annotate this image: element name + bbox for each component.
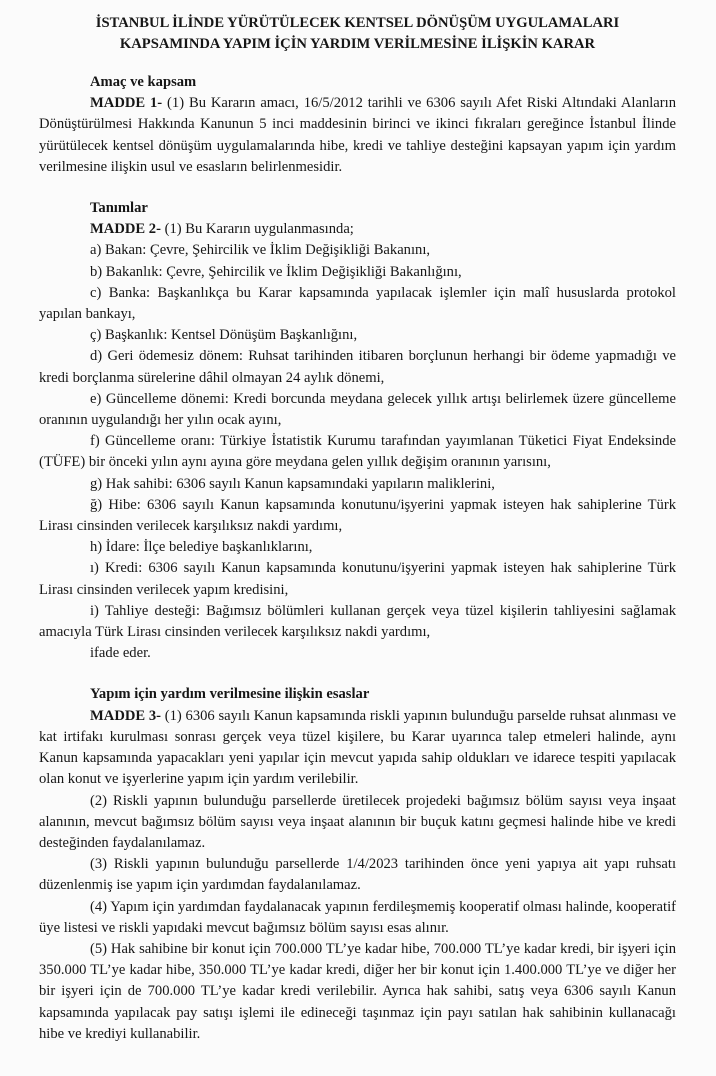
title-line-2: KAPSAMINDA YAPIM İÇİN YARDIM VERİLMESİNE İLİŞKİN KARAR: [119, 36, 596, 52]
definition-item-h: h) İdare: İlçe belediye başkanlıklarını,: [90, 539, 313, 556]
definition-item-d: d) Geri ödemesiz dönem: Ruhsat tarihinden itibaren borçlunun herhangi bir ödeme yapmadığı ve kredi borçlanma sürelerine dâhil olmayan 24 aylık dönemi,: [39, 348, 676, 386]
definition-item-a: a) Bakan: Çevre, Şehircilik ve İklim Değişikliği Bakanını,: [90, 242, 431, 259]
definition-closing: ifade eder.: [90, 645, 151, 662]
madde-3-text: (1) 6306 sayılı Kanun kapsamında riskli yapının bulunduğu parselde ruhsat alınması ve kat irtifakı kurulması sonrası gerçek veya tüzel kişilere, bu Karar uyarınca talep etmeleri halinde, aynı Kanun kapsamında yapacakları yeni yapılar için mevcut yapıda sahip oldukları ve idarece tespiti yapılacak olan konut ve işyerlerine yapım için yardım verilebilir.: [39, 707, 676, 788]
madde-3-paragraph-3: (3) Riskli yapının bulunduğu parsellerde 1/4/2023 tarihinden önce yeni yapıya ait yapı ruhsatı düzenlenmiş ise yapım için yardımdan faydalanılamaz.: [39, 856, 676, 894]
madde-3-label: MADDE 3-: [90, 707, 162, 724]
madde-3-paragraph-2: (2) Riskli yapının bulunduğu parsellerde üretilecek projedeki bağımsız bölüm sayısı veya inşaat alanının, mevcut bağımsız bölüm sayısı veya inşaat alanının bir buçuk katını geçmesi halinde hibe ve kredi desteğinden faydalanılamaz.: [39, 792, 676, 851]
definition-item-e: e) Güncelleme dönemi: Kredi borcunda meydana gelecek yıllık artışı belirlemek üzere güncelleme oranının uygulandığı her yılın ocak ayını,: [39, 390, 676, 429]
definition-item-b: b) Bakanlık: Çevre, Şehircilik ve İklim Değişikliği Bakanlığını,: [90, 263, 462, 280]
madde-2-intro: [39, 219, 676, 240]
madde-3-paragraph-4: (4) Yapım için yardımdan faydalanacak yapının ferdileşmemiş kooperatif olması halinde, kooperatif üye listesi ve riskli yapıdaki mevcut bağımsız bölüm sayısı esas alınır.: [39, 898, 676, 936]
definition-item-c: c) Banka: Başkanlıkça bu Karar kapsamında yapılacak işlemler için malî hususlarda protokol yapılan bankayı,: [39, 284, 676, 323]
madde-2-intro-text: (1) Bu Kararın uygulanmasında;: [160, 221, 354, 238]
madde-3-paragraph-5: (5) Hak sahibine bir konut için 700.000 TL’ye kadar hibe, 700.000 TL’ye kadar kredi, bir işyeri için 350.000 TL’ye kadar hibe, 350.000 TL’ye kadar kredi, diğer her bir konut için 1.400.000 TL’ye ve diğer her bir işyeri için de 700.000 TL’ye kadar kredi verilebilir. Ayrıca hak sahibi, satış veya 6306 sayılı Kanun kapsamında yapılacak pay satışı işlemi ile edineceği taşınmaz için payı satılan hak sahibinin kullanacağı hibe ve krediyi kullanabilir.: [39, 940, 676, 1042]
title-line-1: İSTANBUL İLİNDE YÜRÜTÜLECEK KENTSEL DÖNÜŞÜM UYGULAMALARI: [95, 15, 620, 31]
section-2-heading: Tanımlar: [90, 200, 148, 217]
section-1-heading: Amaç ve kapsam: [90, 74, 197, 90]
madde-3-paragraph-1: [39, 706, 676, 791]
madde-1-text: (1) Bu Kararın amacı, 16/5/2012 tarihli ve 6306 sayılı Afet Riski Altındaki Alanların Dönüştürülmesi Hakkında Kanunun 5 inci maddesinin birinci ve ikinci fıkraları gereğince İstanbul İlinde yürütülecek kentsel dönüşüm uygulamalarında hibe, kredi ve tahliye desteğini kapsayan yapım için yardım verilmesine ilişkin usul ve esasların belirlenmesidir.: [39, 95, 676, 175]
definition-item-c-cedilla: ç) Başkanlık: Kentsel Dönüşüm Başkanlığını,: [90, 327, 358, 344]
section-3-heading: Yapım için yardım verilmesine ilişkin esaslar: [90, 686, 370, 703]
definition-item-i: i) Tahliye desteği: Bağımsız bölümleri kullanan gerçek veya tüzel kişilerin tahliyesini sağlamak amacıyla Türk Lirası cinsinden verilecek karşılıksız nakdi yardımı,: [39, 602, 676, 641]
madde-1-paragraph: [39, 93, 676, 178]
definition-item-f: f) Güncelleme oranı: Türkiye İstatistik Kurumu tarafından yayımlanan Tüketici Fiyat Endeksinde (TÜFE) bir önceki yılın aynı ayına göre meydana gelen yıllık değişim oranının yarısını,: [39, 433, 676, 471]
definition-item-g: g) Hak sahibi: 6306 sayılı Kanun kapsamındaki yapıların maliklerini,: [90, 475, 495, 492]
definition-item-dotless-i: ı) Kredi: 6306 sayılı Kanun kapsamında konutunu/işyerini yapmak isteyen hak sahiplerine Türk Lirası cinsinden verilecek yapım kredisini,: [39, 560, 676, 598]
document-title: [39, 13, 676, 55]
madde-1-label: MADDE 1-: [90, 95, 163, 112]
madde-2-label: MADDE 2-: [90, 221, 161, 238]
definition-item-g-breve: ğ) Hibe: 6306 sayılı Kanun kapsamında konutunu/işyerini yapmak isteyen hak sahiplerine Türk Lirası cinsinden verilecek karşılıksız nakdi yardımı,: [39, 496, 676, 535]
